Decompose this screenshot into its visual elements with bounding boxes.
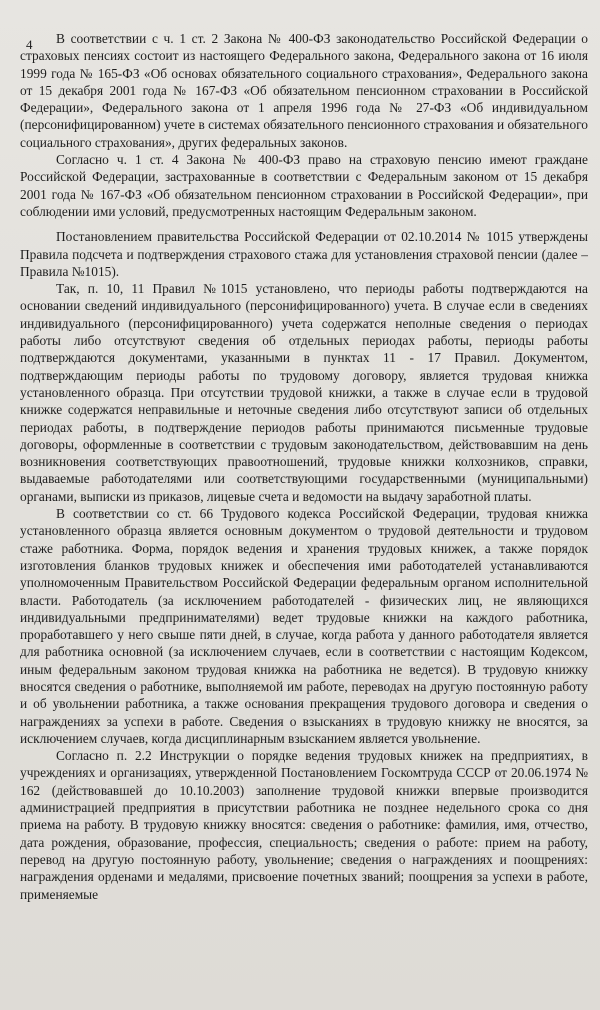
paragraph-right-to-pension: Согласно ч. 1 ст. 4 Закона № 400-ФЗ право на страховую пенсию имеют граждане Российской Федерации, застрахованные в соответствии с Федеральным законом от 15 декабря 2001 года № 167-ФЗ «Об обязательном пенсионном страховании в Российской Федерации», при соблюдении ими условий, предусмотренных настоящим Федеральным законом.: [20, 152, 588, 219]
page-number: 4: [26, 37, 33, 52]
paragraph-law-400fz-legislation: В соответствии с ч. 1 ст. 2 Закона № 400-ФЗ законодательство Российской Федерации о страховых пенсиях состоит из настоящего Федерального закона, Федерального закона от 16 июля 1999 года № 165-ФЗ «Об основах обязательного социального страхования», Федерального закона от 15 декабря 2001 года № 167-ФЗ «Об обязательном пенсионном страховании в Российской Федерации», Федерального закона от 1 апреля 1996 года № 27-ФЗ «Об индивидуальном (персонифицированном) учете в системах обязательного пенсионного страхования и обязательного социального страхования», других федеральных законов.: [20, 31, 588, 150]
paragraph-rules-1015: Постановлением правительства Российской Федерации от 02.10.2014 № 1015 утверждены Правила подсчета и подтверждения страхового стажа для установления страховой пенсии (далее – Правила №1015).: [20, 229, 588, 279]
paragraph-labor-code-art-66: В соответствии со ст. 66 Трудового кодекса Российской Федерации, трудовая книжка установленного образца является основным документом о трудовой деятельности и трудовом стаже работника. Форма, порядок ведения и хранения трудовых книжек, а также порядок изготовления бланков трудовых книжек и обеспечения ими работодателей устанавливаются уполномоченным Правительством Российской Федерации федеральным органом исполнительной власти. Работодатель (за исключением работодателей - физических лиц, не являющихся индивидуальными предпринимателями) ведет трудовые книжки на каждого работника, проработавшего у него свыше пяти дней, в случае, когда работа у данного работодателя является для работника основной (за исключением случаев, если в соответствии с настоящим Кодексом, иным федеральным законом трудовая книжка на работника не ведется). В трудовую книжку вносятся сведения о работнике, выполняемой им работе, переводах на другую постоянную работу и об увольнении работника, а также основания прекращения трудового договора и сведения о награждениях за успехи в работе. Сведения о взысканиях в трудовую книжку не вносятся, за исключением случаев, когда дисциплинарным взысканием является увольнение.: [20, 506, 588, 746]
paragraph-periods-confirmation: Так, п. 10, 11 Правил №1015 установлено, что периоды работы подтверждаются на основании сведений индивидуального (персонифицированного) учета. В случае если в сведениях индивидуального (персонифицированного) учета содержатся неполные сведения о периодах работы либо отсутствуют сведения об отдельных периодах работы, периоды работы подтверждаются документами, указанными в пунктах 11 - 17 Правил. Документом, подтверждающим периоды работы по трудовому договору, является трудовая книжка установленного образца. При отсутствии трудовой книжки, а также в случае если в трудовой книжке содержатся неправильные и неточные сведения либо отсутствуют записи об отдельных периодах работы, в подтверждение периодов работы принимаются письменные трудовые договоры, оформленные в соответствии с трудовым законодательством, действовавшим на день возникновения соответствующих правоотношений, трудовые книжки колхозников, справки, выдаваемые работодателями или соответствующими государственными (муниципальными) органами, выписки из приказов, лицевые счета и ведомости на выдачу заработной платы.: [20, 281, 588, 504]
paragraph-instruction-162: Согласно п. 2.2 Инструкции о порядке ведения трудовых книжек на предприятиях, в учреждениях и организациях, утвержденной Постановлением Госкомтруда СССР от 20.06.1974 № 162 (действовавшей до 10.10.2003) заполнение трудовой книжки впервые производится администрацией предприятия в присутствии работника не позднее недельного срока со дня приема на работу. В трудовую книжку вносятся: сведения о работнике: фамилия, имя, отчество, дата рождения, образование, профессия, специальность; сведения о работе: прием на работу, перевод на другую постоянную работу, увольнение; сведения о награждениях и поощрениях: награждения орденами и медалями, присвоение почетных званий; поощрения за успехи в работе, применяемые: [20, 748, 588, 902]
